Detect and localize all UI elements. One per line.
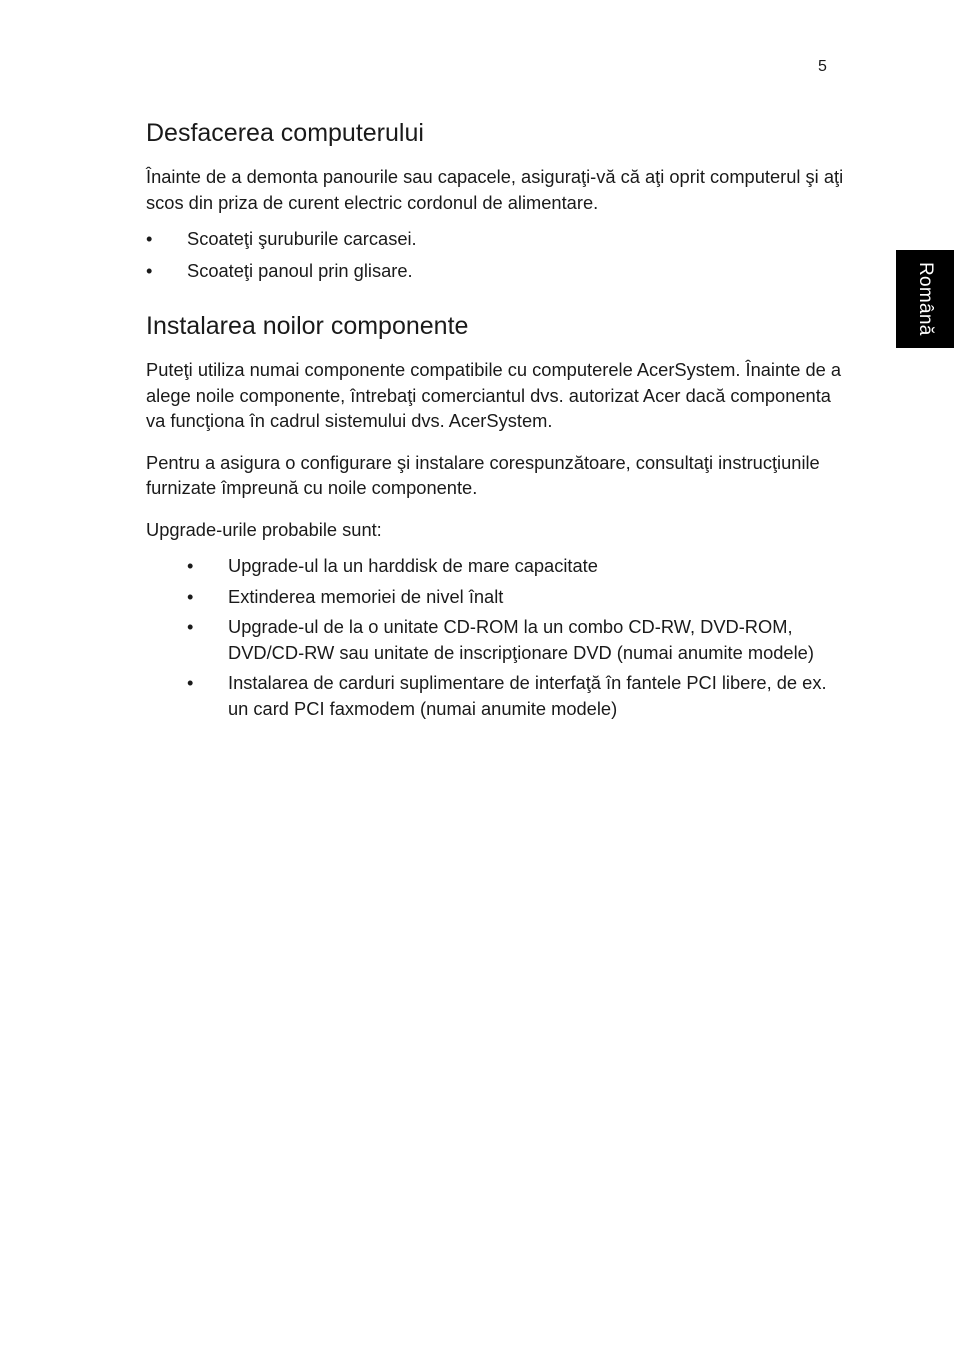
disassembly-steps-list [146, 226, 846, 283]
list-item [187, 553, 846, 579]
list-item [187, 614, 846, 665]
paragraph-compatible-components: Puteţi utiliza numai componente compatibile cu computerele AcerSystem. Înainte de a alege noile componente, întrebaţi comerciantul dvs. autorizat Acer dacă componenta va funcţiona în cadrul sistemului dvs. AcerSystem. [146, 359, 842, 431]
bullet-icon: • [187, 555, 194, 576]
language-tab-label: Română [915, 262, 936, 336]
bullet-icon: • [146, 259, 153, 281]
bullet-icon: • [146, 228, 153, 249]
bullet-icon: • [187, 616, 194, 637]
list-item [146, 258, 846, 284]
list-item-text: Upgrade-ul de la o unitate CD-ROM la un combo CD-RW, DVD-ROM, DVD/CD-RW sau unitate de inscripţionare DVD (numai anumite modele) [228, 616, 814, 663]
list-item-text: Upgrade-ul la un harddisk de mare capacitate [228, 555, 598, 576]
list-item-text: Extinderea memoriei de nivel înalt [228, 585, 504, 607]
section-heading-new-components: Instalarea noilor componente [146, 312, 469, 340]
paragraph-installation-instructions: Pentru a asigura o configurare şi instalare corespunzătoare, consultaţi instrucţiunile furnizate împreună cu noile componente. [146, 451, 820, 498]
bullet-icon: • [187, 585, 194, 607]
paragraph-upgrades-intro: Upgrade-urile probabile sunt: [146, 518, 382, 540]
upgrades-list [187, 553, 846, 721]
section-heading-disassembly: Desfacerea computerului [146, 119, 424, 147]
page-content [146, 116, 846, 726]
list-item [146, 226, 846, 252]
list-item-text: Instalarea de carduri suplimentare de interfaţă în fantele PCI libere, de ex. un card PCI faxmodem (numai anumite modele) [228, 672, 827, 719]
page-number: 5 [818, 58, 827, 75]
paragraph-disassembly-intro: Înainte de a demonta panourile sau capacele, asiguraţi-vă că aţi oprit computerul şi aţi scos din priza de curent electric cordonul de alimentare. [146, 166, 844, 213]
list-item-text: Scoateţi panoul prin glisare. [187, 259, 413, 281]
bullet-icon: • [187, 672, 194, 693]
list-item-text: Scoateţi şuruburile carcasei. [187, 228, 417, 249]
list-item [187, 584, 846, 610]
list-item [187, 670, 846, 721]
language-tab [896, 250, 954, 348]
